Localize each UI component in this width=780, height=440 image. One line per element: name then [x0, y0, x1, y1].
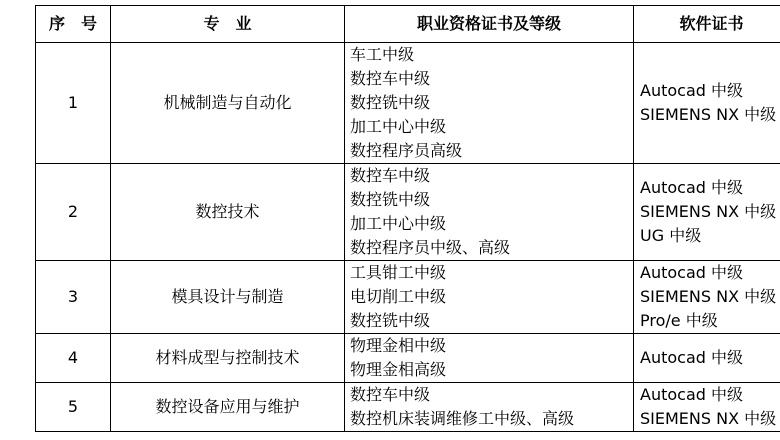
certificate-item: 物理金相高级 — [350, 360, 447, 379]
certificate-item: 数控程序员高级 — [350, 141, 463, 160]
header-major: 专 业 — [111, 6, 345, 43]
row-software — [634, 383, 780, 432]
table-row — [36, 383, 780, 432]
certificate-item: 物理金相中级 — [350, 336, 447, 355]
row-index: 2 — [36, 164, 111, 261]
certificate-item: 车工中级 — [350, 45, 415, 64]
header-certificates: 职业资格证书及等级 — [345, 6, 634, 43]
row-software — [634, 43, 780, 164]
row-certificates — [345, 383, 634, 432]
certificate-item: 数控铣中级 — [350, 311, 431, 330]
header-software: 软件证书 — [634, 6, 780, 43]
certificate-item: 加工中心中级 — [350, 117, 447, 136]
software-item: SIEMENS NX 中级 — [640, 409, 777, 428]
certificate-item: 工具钳工中级 — [350, 263, 447, 282]
software-item: Autocad 中级 — [640, 178, 743, 197]
row-index: 1 — [36, 43, 111, 164]
software-item: SIEMENS NX 中级 — [640, 202, 777, 221]
certificate-item: 数控机床装调维修工中级、高级 — [350, 409, 575, 428]
table-row — [36, 164, 780, 261]
header-index: 序 号 — [36, 6, 111, 43]
row-certificates — [345, 43, 634, 164]
row-major: 数控设备应用与维护 — [111, 383, 345, 432]
software-item: Autocad 中级 — [640, 263, 743, 282]
certificate-item: 数控铣中级 — [350, 93, 431, 112]
certificate-item: 加工中心中级 — [350, 214, 447, 233]
software-item: Autocad 中级 — [640, 385, 743, 404]
certificate-table — [35, 5, 780, 432]
row-certificates — [345, 164, 634, 261]
software-item: UG 中级 — [640, 226, 702, 245]
header-row — [36, 6, 780, 43]
certificate-item: 数控铣中级 — [350, 190, 431, 209]
row-index: 4 — [36, 334, 111, 383]
table-row — [36, 43, 780, 164]
row-software — [634, 261, 780, 334]
row-major: 数控技术 — [111, 164, 345, 261]
certificate-item: 电切削工中级 — [350, 287, 447, 306]
row-certificates — [345, 261, 634, 334]
row-software — [634, 334, 780, 383]
software-item: Autocad 中级 — [640, 81, 743, 100]
row-major: 模具设计与制造 — [111, 261, 345, 334]
software-item: Pro/e 中级 — [640, 311, 718, 330]
row-major: 材料成型与控制技术 — [111, 334, 345, 383]
certificate-item: 数控车中级 — [350, 385, 431, 404]
software-item: Autocad 中级 — [640, 348, 743, 367]
row-major: 机械制造与自动化 — [111, 43, 345, 164]
certificate-item: 数控车中级 — [350, 69, 431, 88]
software-item: SIEMENS NX 中级 — [640, 105, 777, 124]
row-software — [634, 164, 780, 261]
row-index: 3 — [36, 261, 111, 334]
certificate-item: 数控车中级 — [350, 166, 431, 185]
table-row — [36, 334, 780, 383]
row-certificates — [345, 334, 634, 383]
table-row — [36, 261, 780, 334]
certificate-item: 数控程序员中级、高级 — [350, 238, 511, 257]
software-item: SIEMENS NX 中级 — [640, 287, 777, 306]
row-index: 5 — [36, 383, 111, 432]
